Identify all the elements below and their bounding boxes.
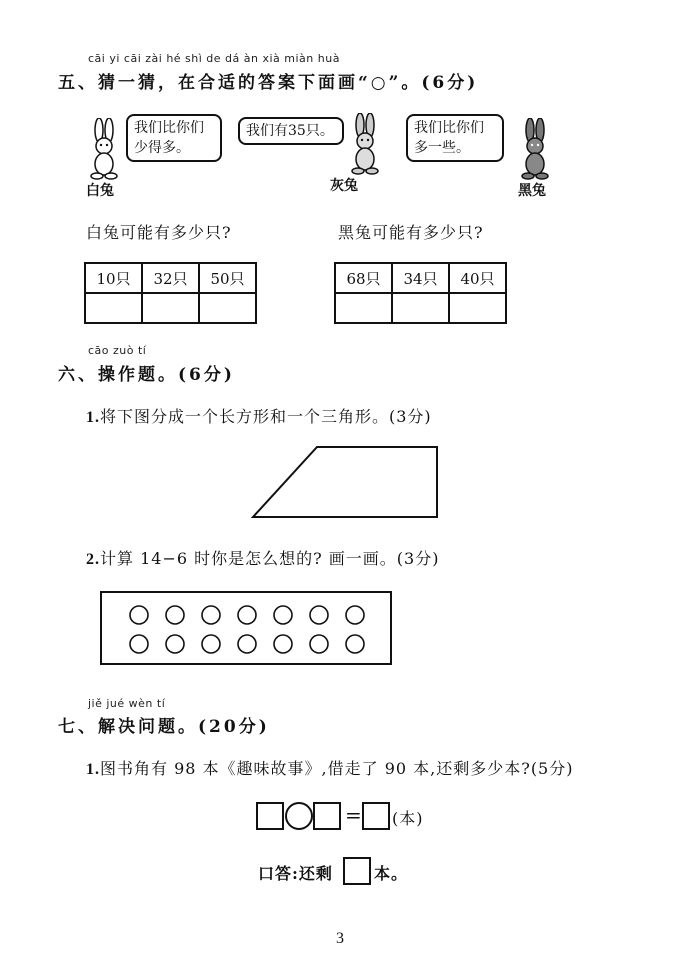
section6-heading: 六、操作题。(6分): [58, 365, 235, 385]
section7-question-1: [86, 756, 573, 779]
black-rabbit-options-table: [334, 262, 507, 324]
gray-rabbit-label: 灰兔: [330, 178, 358, 194]
unit-label: (本): [392, 809, 424, 828]
circle-icon[interactable]: [166, 635, 184, 653]
answer-suffix: 本。: [374, 864, 409, 883]
circle-icon[interactable]: [202, 606, 220, 624]
section5-pinyin: cāi yi cāi zài hé shì de dá àn xià miàn huà: [88, 52, 340, 65]
circle-icon[interactable]: [130, 606, 148, 624]
white-rabbit-icon: [86, 118, 122, 180]
answer-cell[interactable]: [335, 293, 392, 323]
circle-icon[interactable]: [346, 635, 364, 653]
question-number: 1.: [86, 409, 100, 426]
question-text: 计算 14−6 时你是怎么想的? 画一画。(3分): [100, 549, 440, 568]
option-cell: 32只: [142, 263, 199, 293]
circle-icon[interactable]: [166, 606, 184, 624]
circle-icon[interactable]: [274, 635, 292, 653]
circle-icon[interactable]: [310, 606, 328, 624]
white-rabbit-label: 白兔: [86, 183, 114, 199]
operand-2-box[interactable]: [313, 802, 341, 830]
equals-sign: =: [345, 803, 362, 827]
black-rabbit-icon: [516, 118, 554, 180]
option-cell: 10只: [85, 263, 142, 293]
page-number: 3: [336, 930, 344, 947]
circle-icon[interactable]: [238, 606, 256, 624]
black-rabbit-question: 黑兔可能有多少只?: [338, 223, 484, 242]
gray-rabbit-bubble: 我们有35只。: [238, 117, 344, 145]
answer-cell[interactable]: [142, 293, 199, 323]
option-cell: 40只: [449, 263, 506, 293]
option-cell: 50只: [199, 263, 256, 293]
circle-icon[interactable]: [274, 606, 292, 624]
answer-cell[interactable]: [85, 293, 142, 323]
section6-question-1: [86, 404, 432, 427]
white-rabbit-options-table: [84, 262, 257, 324]
question-text: 图书角有 98 本《趣味故事》,借走了 90 本,还剩多少本?(5分): [100, 759, 574, 778]
black-rabbit-label: 黑兔: [518, 183, 546, 199]
section6-pinyin: cāo zuò tí: [88, 344, 147, 357]
answer-prefix: 口答:还剩: [258, 864, 333, 883]
question-text: 将下图分成一个长方形和一个三角形。(3分): [100, 407, 432, 426]
circles-box: [100, 591, 392, 665]
section5-heading: 五、猜一猜，在合适的答案下面画“○”。(6分): [58, 73, 479, 93]
question-number: 2.: [86, 551, 100, 568]
gray-rabbit-icon: [344, 113, 384, 175]
answer-cell[interactable]: [449, 293, 506, 323]
circle-icon[interactable]: [130, 635, 148, 653]
option-cell: 34只: [392, 263, 449, 293]
operator-circle[interactable]: [284, 801, 314, 831]
answer-cell[interactable]: [392, 293, 449, 323]
white-rabbit-bubble: 我们比你们少得多。: [126, 114, 222, 162]
section6-question-2: [86, 546, 439, 569]
section7-heading: 七、解决问题。(20分): [58, 717, 270, 737]
answer-cell[interactable]: [199, 293, 256, 323]
circle-icon[interactable]: [346, 606, 364, 624]
result-box[interactable]: [362, 802, 390, 830]
black-rabbit-bubble: 我们比你们多一些。: [406, 114, 504, 162]
answer-box[interactable]: [343, 857, 371, 885]
white-rabbit-question: 白兔可能有多少只?: [86, 223, 232, 242]
circle-icon[interactable]: [238, 635, 256, 653]
trapezoid-figure[interactable]: [250, 444, 440, 520]
section7-pinyin: jiě jué wèn tí: [88, 697, 166, 710]
circles-group: [102, 593, 390, 663]
operand-1-box[interactable]: [256, 802, 284, 830]
question-number: 1.: [86, 761, 100, 778]
circle-icon[interactable]: [202, 635, 220, 653]
option-cell: 68只: [335, 263, 392, 293]
circle-icon[interactable]: [310, 635, 328, 653]
